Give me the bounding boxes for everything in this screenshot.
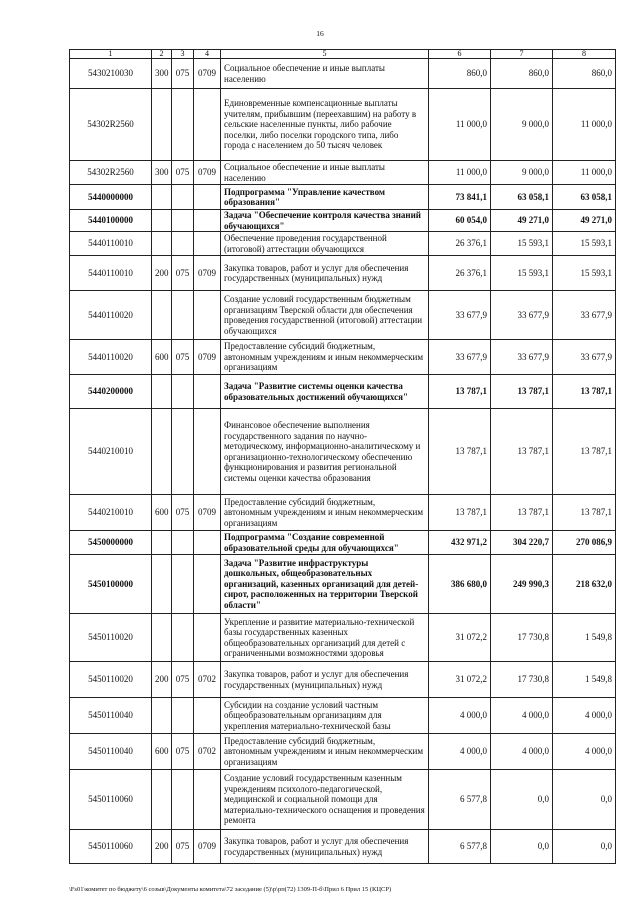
section-cell	[194, 409, 221, 495]
expense-type-cell: 600	[152, 734, 172, 770]
expense-type-cell	[152, 291, 172, 340]
description-cell: Социальное обеспечение и иные выплаты населению	[221, 161, 429, 185]
admin-code-cell	[172, 210, 194, 232]
code-cell: 5440000000	[70, 185, 152, 210]
code-cell: 5450000000	[70, 531, 152, 555]
section-cell: 0709	[194, 161, 221, 185]
expense-type-cell	[152, 555, 172, 614]
amount-year3-cell: 13 787,1	[553, 409, 616, 495]
admin-code-cell	[172, 531, 194, 555]
code-cell: 5450110040	[70, 698, 152, 734]
amount-year1-cell: 13 787,1	[429, 375, 491, 409]
amount-year1-cell: 26 376,1	[429, 232, 491, 256]
code-cell: 54302R2560	[70, 89, 152, 161]
header-cell: 5	[221, 50, 429, 59]
amount-year3-cell: 11 000,0	[553, 161, 616, 185]
table-row	[70, 614, 616, 662]
amount-year2-cell: 9 000,0	[491, 161, 553, 185]
amount-year3-cell: 0,0	[553, 770, 616, 830]
admin-code-cell	[172, 614, 194, 662]
description-cell: Предоставление субсидий бюджетным, автономным учреждениям и иным некоммерческим организациям	[221, 734, 429, 770]
table-row	[70, 830, 616, 864]
amount-year1-cell: 33 677,9	[429, 291, 491, 340]
section-cell	[194, 555, 221, 614]
admin-code-cell	[172, 375, 194, 409]
table-row	[70, 256, 616, 291]
amount-year1-cell: 73 841,1	[429, 185, 491, 210]
code-cell: 5450110040	[70, 734, 152, 770]
description-cell: Задача "Развитие инфраструктуры дошкольных, общеобразовательных организаций, казенных организаций для детей-сирот, расположенных на территории Тверской области"	[221, 555, 429, 614]
amount-year2-cell: 15 593,1	[491, 232, 553, 256]
amount-year2-cell: 49 271,0	[491, 210, 553, 232]
section-cell: 0702	[194, 662, 221, 698]
expense-type-cell	[152, 89, 172, 161]
header-cell: 8	[553, 50, 616, 59]
section-cell	[194, 614, 221, 662]
description-cell: Единовременные компенсационные выплаты учителям, прибывшим (переехавшим) на работу в сельские населенные пункты, либо рабочие поселки, либо поселки городского типа, либо города с населением до 50 тысяч человек	[221, 89, 429, 161]
section-cell: 0702	[194, 734, 221, 770]
admin-code-cell	[172, 555, 194, 614]
description-cell: Предоставление субсидий бюджетным, автономным учреждениям и иным некоммерческим организациям	[221, 495, 429, 531]
amount-year3-cell: 15 593,1	[553, 256, 616, 291]
code-cell: 5450100000	[70, 555, 152, 614]
amount-year3-cell: 13 787,1	[553, 375, 616, 409]
admin-code-cell	[172, 770, 194, 830]
amount-year2-cell: 17 730,8	[491, 662, 553, 698]
code-cell: 5440110010	[70, 232, 152, 256]
amount-year1-cell: 4 000,0	[429, 698, 491, 734]
admin-code-cell	[172, 232, 194, 256]
amount-year2-cell: 13 787,1	[491, 495, 553, 531]
table-row	[70, 375, 616, 409]
amount-year2-cell: 860,0	[491, 59, 553, 89]
amount-year2-cell: 33 677,9	[491, 340, 553, 375]
description-cell: Социальное обеспечение и иные выплаты населению	[221, 59, 429, 89]
amount-year1-cell: 31 072,2	[429, 614, 491, 662]
header-cell: 4	[194, 50, 221, 59]
code-cell: 5450110020	[70, 614, 152, 662]
section-cell: 0709	[194, 495, 221, 531]
page-number: 16	[316, 29, 324, 38]
expense-type-cell: 200	[152, 256, 172, 291]
amount-year1-cell: 33 677,9	[429, 340, 491, 375]
table-row	[70, 531, 616, 555]
section-cell	[194, 185, 221, 210]
table-row	[70, 698, 616, 734]
expense-type-cell: 200	[152, 662, 172, 698]
table-row	[70, 662, 616, 698]
expense-type-cell: 600	[152, 340, 172, 375]
section-cell	[194, 375, 221, 409]
table-header-row	[70, 50, 616, 59]
amount-year2-cell: 249 990,3	[491, 555, 553, 614]
amount-year3-cell: 11 000,0	[553, 89, 616, 161]
code-cell: 5450110060	[70, 770, 152, 830]
code-cell: 5440200000	[70, 375, 152, 409]
admin-code-cell: 075	[172, 59, 194, 89]
amount-year3-cell: 4 000,0	[553, 734, 616, 770]
description-cell: Подпрограмма "Создание современной образовательной среды для обучающихся"	[221, 531, 429, 555]
expense-type-cell	[152, 232, 172, 256]
header-cell: 2	[152, 50, 172, 59]
table-row	[70, 340, 616, 375]
table-row	[70, 210, 616, 232]
expense-type-cell	[152, 698, 172, 734]
amount-year3-cell: 270 086,9	[553, 531, 616, 555]
file-path-footer: \Fs01\комитет по бюджету\6 созыв\Документы комитета\72 заседание (5)\р\рп(72) 1309-П-б\Прил 6 Прил 15 (КЦСР)	[69, 886, 392, 893]
amount-year1-cell: 4 000,0	[429, 734, 491, 770]
amount-year1-cell: 860,0	[429, 59, 491, 89]
amount-year2-cell: 0,0	[491, 830, 553, 864]
description-cell: Предоставление субсидий бюджетным, автономным учреждениям и иным некоммерческим организациям	[221, 340, 429, 375]
amount-year2-cell: 17 730,8	[491, 614, 553, 662]
amount-year2-cell: 4 000,0	[491, 698, 553, 734]
description-cell: Субсидии на создание условий частным общеобразовательным организациям для укрепления материально-технической базы	[221, 698, 429, 734]
expense-type-cell	[152, 770, 172, 830]
amount-year1-cell: 26 376,1	[429, 256, 491, 291]
amount-year1-cell: 11 000,0	[429, 89, 491, 161]
table-row	[70, 59, 616, 89]
expense-type-cell: 600	[152, 495, 172, 531]
amount-year1-cell: 60 054,0	[429, 210, 491, 232]
code-cell: 5440100000	[70, 210, 152, 232]
table-row	[70, 232, 616, 256]
expense-type-cell: 300	[152, 59, 172, 89]
description-cell: Подпрограмма "Управление качеством образования"	[221, 185, 429, 210]
description-cell: Создание условий государственным казенным учреждениям психолого-педагогической, медицинской и социальной помощи для материально-технического оснащения и проведения ремонта	[221, 770, 429, 830]
code-cell: 5440110010	[70, 256, 152, 291]
admin-code-cell	[172, 185, 194, 210]
amount-year3-cell: 33 677,9	[553, 340, 616, 375]
header-cell: 7	[491, 50, 553, 59]
description-cell: Закупка товаров, работ и услуг для обеспечения государственных (муниципальных) нужд	[221, 662, 429, 698]
table-row	[70, 495, 616, 531]
expense-type-cell	[152, 210, 172, 232]
expense-type-cell	[152, 185, 172, 210]
description-cell: Обеспечение проведения государственной (итоговой) аттестации обучающихся	[221, 232, 429, 256]
header-cell: 6	[429, 50, 491, 59]
amount-year1-cell: 13 787,1	[429, 409, 491, 495]
amount-year2-cell: 33 677,9	[491, 291, 553, 340]
code-cell: 5450110020	[70, 662, 152, 698]
admin-code-cell: 075	[172, 256, 194, 291]
amount-year3-cell: 4 000,0	[553, 698, 616, 734]
section-cell	[194, 232, 221, 256]
code-cell: 5440110020	[70, 340, 152, 375]
amount-year3-cell: 0,0	[553, 830, 616, 864]
expense-type-cell: 300	[152, 161, 172, 185]
amount-year2-cell: 9 000,0	[491, 89, 553, 161]
amount-year2-cell: 0,0	[491, 770, 553, 830]
header-cell: 3	[172, 50, 194, 59]
amount-year3-cell: 15 593,1	[553, 232, 616, 256]
expense-type-cell	[152, 409, 172, 495]
code-cell: 54302R2560	[70, 161, 152, 185]
expense-type-cell	[152, 531, 172, 555]
admin-code-cell	[172, 698, 194, 734]
table-row	[70, 770, 616, 830]
description-cell: Закупка товаров, работ и услуг для обеспечения государственных (муниципальных) нужд	[221, 830, 429, 864]
amount-year1-cell: 13 787,1	[429, 495, 491, 531]
amount-year3-cell: 33 677,9	[553, 291, 616, 340]
amount-year2-cell: 15 593,1	[491, 256, 553, 291]
budget-table	[69, 49, 616, 864]
table-row	[70, 89, 616, 161]
admin-code-cell: 075	[172, 830, 194, 864]
admin-code-cell	[172, 409, 194, 495]
admin-code-cell	[172, 291, 194, 340]
section-cell	[194, 531, 221, 555]
section-cell	[194, 210, 221, 232]
amount-year1-cell: 6 577,8	[429, 770, 491, 830]
description-cell: Закупка товаров, работ и услуг для обеспечения государственных (муниципальных) нужд	[221, 256, 429, 291]
table-row	[70, 734, 616, 770]
header-cell: 1	[70, 50, 152, 59]
admin-code-cell	[172, 89, 194, 161]
amount-year2-cell: 13 787,1	[491, 375, 553, 409]
amount-year3-cell: 49 271,0	[553, 210, 616, 232]
table-row	[70, 409, 616, 495]
admin-code-cell: 075	[172, 161, 194, 185]
section-cell: 0709	[194, 830, 221, 864]
code-cell: 5440210010	[70, 495, 152, 531]
amount-year3-cell: 13 787,1	[553, 495, 616, 531]
amount-year3-cell: 860,0	[553, 59, 616, 89]
admin-code-cell: 075	[172, 662, 194, 698]
table-row	[70, 555, 616, 614]
code-cell: 5450110060	[70, 830, 152, 864]
amount-year1-cell: 6 577,8	[429, 830, 491, 864]
description-cell: Укрепление и развитие материально-технической базы государственных казенных общеобразовательных организаций для детей с ограниченными возможностями здоровья	[221, 614, 429, 662]
description-cell: Финансовое обеспечение выполнения государственного задания по научно-методическому, информационно-аналитическому и организационно-технологическому обеспечению функционирования и развития региональной системы оценки качества образования	[221, 409, 429, 495]
section-cell	[194, 770, 221, 830]
table-row	[70, 161, 616, 185]
section-cell: 0709	[194, 340, 221, 375]
description-cell: Задача "Обеспечение контроля качества знаний обучающихся"	[221, 210, 429, 232]
amount-year2-cell: 304 220,7	[491, 531, 553, 555]
section-cell: 0709	[194, 256, 221, 291]
expense-type-cell	[152, 614, 172, 662]
code-cell: 5440110020	[70, 291, 152, 340]
amount-year3-cell: 1 549,8	[553, 614, 616, 662]
section-cell	[194, 698, 221, 734]
admin-code-cell: 075	[172, 734, 194, 770]
section-cell	[194, 89, 221, 161]
section-cell	[194, 291, 221, 340]
admin-code-cell: 075	[172, 495, 194, 531]
description-cell: Задача "Развитие системы оценки качества образовательных достижений обучающихся"	[221, 375, 429, 409]
expense-type-cell: 200	[152, 830, 172, 864]
code-cell: 5430210030	[70, 59, 152, 89]
table-row	[70, 185, 616, 210]
amount-year1-cell: 386 680,0	[429, 555, 491, 614]
amount-year3-cell: 1 549,8	[553, 662, 616, 698]
code-cell: 5440210010	[70, 409, 152, 495]
expense-type-cell	[152, 375, 172, 409]
amount-year2-cell: 4 000,0	[491, 734, 553, 770]
amount-year2-cell: 13 787,1	[491, 409, 553, 495]
admin-code-cell: 075	[172, 340, 194, 375]
section-cell: 0709	[194, 59, 221, 89]
amount-year2-cell: 63 058,1	[491, 185, 553, 210]
amount-year1-cell: 11 000,0	[429, 161, 491, 185]
table-row	[70, 291, 616, 340]
amount-year1-cell: 432 971,2	[429, 531, 491, 555]
amount-year3-cell: 218 632,0	[553, 555, 616, 614]
amount-year1-cell: 31 072,2	[429, 662, 491, 698]
description-cell: Создание условий государственным бюджетным организациям Тверской области для обеспечения проведения государственной (итоговой) аттестации обучающихся	[221, 291, 429, 340]
amount-year3-cell: 63 058,1	[553, 185, 616, 210]
